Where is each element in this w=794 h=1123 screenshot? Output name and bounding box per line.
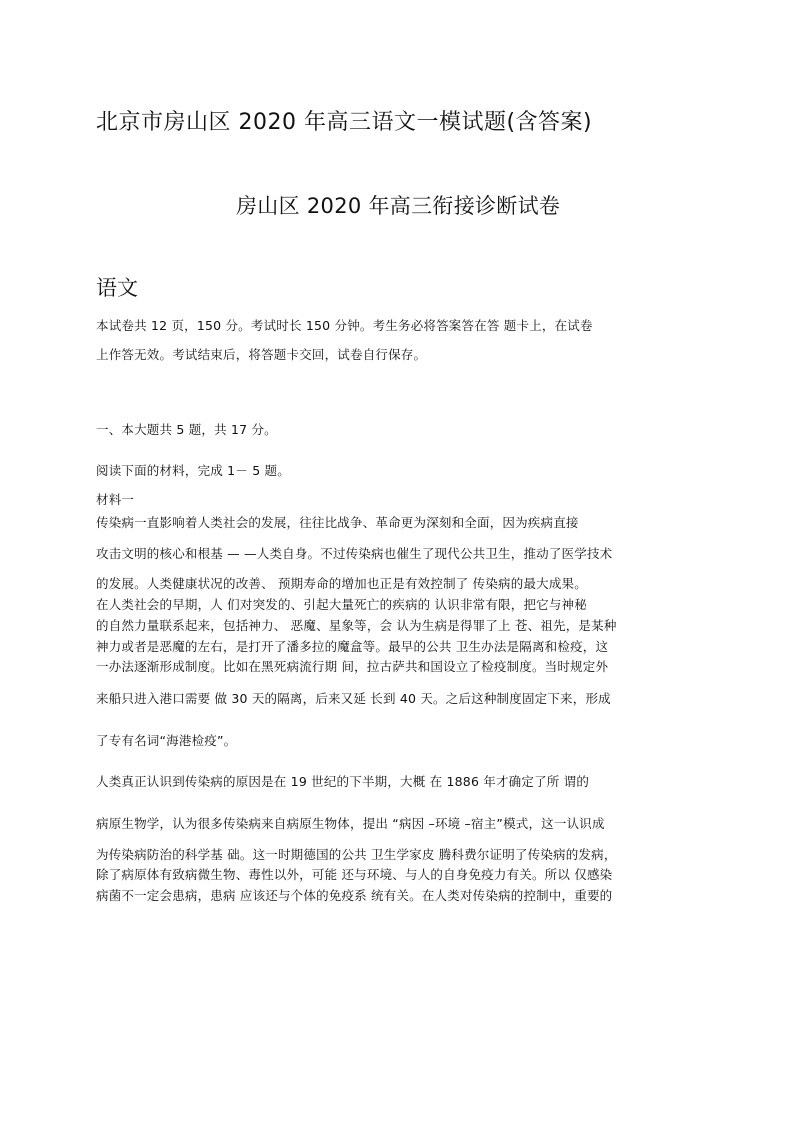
body-line: 为传染病防治的科学基 础。这一时期德国的公共 卫生学家皮 腾科费尔证明了传染病的发病，: [96, 847, 617, 862]
body-line: 来船只进入港口需要 做 30 天的隔离，后来又延 长到 40 天。之后这种制度固定下来，形成: [96, 691, 611, 706]
body-line: 人类真正认识到传染病的原因是在 19 世纪的下半期，大概 在 1886 年才确定了所 谓的: [96, 774, 590, 789]
body-line: 神力或者是恶魔的左右，是打开了潘多拉的魔盒等。最早的公共 卫生办法是隔离和检疫，这: [96, 639, 609, 654]
reading-prompt: 阅读下面的材料，完成 1－ 5 题。: [96, 463, 290, 478]
document-title: 北京市房山区 2020 年高三语文一模试题(含答案): [96, 110, 593, 135]
body-line: 病菌不一定会患病，患病 应该还与个体的免疫系 统有关。在人类对传染病的控制中，重要的: [96, 888, 613, 903]
body-line: 的发展。人类健康状况的改善、 预期寿命的增加也正是有效控制了 传染病的最大成果。: [96, 576, 587, 591]
subject-heading: 语文: [96, 276, 138, 300]
material-label: 材料一: [96, 492, 135, 507]
body-line: 除了病原体有致病微生物、毒性以外，可能 还与环境、与人的自身免疫力有关。所以 仅感染: [96, 867, 613, 882]
body-line: 了专有名词“海港检疫”。: [96, 733, 237, 748]
body-line: 攻击文明的核心和根基 — —人类自身。不过传染病也催生了现代公共卫生，推动了医学技术: [96, 546, 613, 561]
body-line: 的自然力量联系起来，包括神力、 恶魔、星象等，会 认为生病是得罪了上 苍、祖先，是某种: [96, 618, 617, 633]
instruction-line: 本试卷共 12 页，150 分。考试时长 150 分钟。考生务必将答案答在答 题卡上，在试卷: [96, 318, 593, 333]
body-line: 一办法逐渐形成制度。比如在黑死病流行期 间，拉古萨共和国设立了检疫制度。当时规定外: [96, 659, 609, 674]
body-line: 病原生物学，认为很多传染病来自病原生物体，提出 “病因 –环境 –宿主”模式，这一认识成: [96, 816, 605, 831]
body-line: 传染病一直影响着人类社会的发展，往往比战争、革命更为深刻和全面，因为疾病直接: [96, 515, 579, 530]
instruction-line: 上作答无效。考试结束后，将答题卡交回，试卷自行保存。: [96, 347, 427, 362]
section-heading: 一、本大题共 5 题，共 17 分。: [96, 422, 277, 437]
exam-subtitle: 房山区 2020 年高三衔接诊断试卷: [236, 194, 561, 218]
body-line: 在人类社会的早期，人 们对突发的、引起大量死亡的疾病的 认识非常有限，把它与神秘: [96, 597, 587, 612]
